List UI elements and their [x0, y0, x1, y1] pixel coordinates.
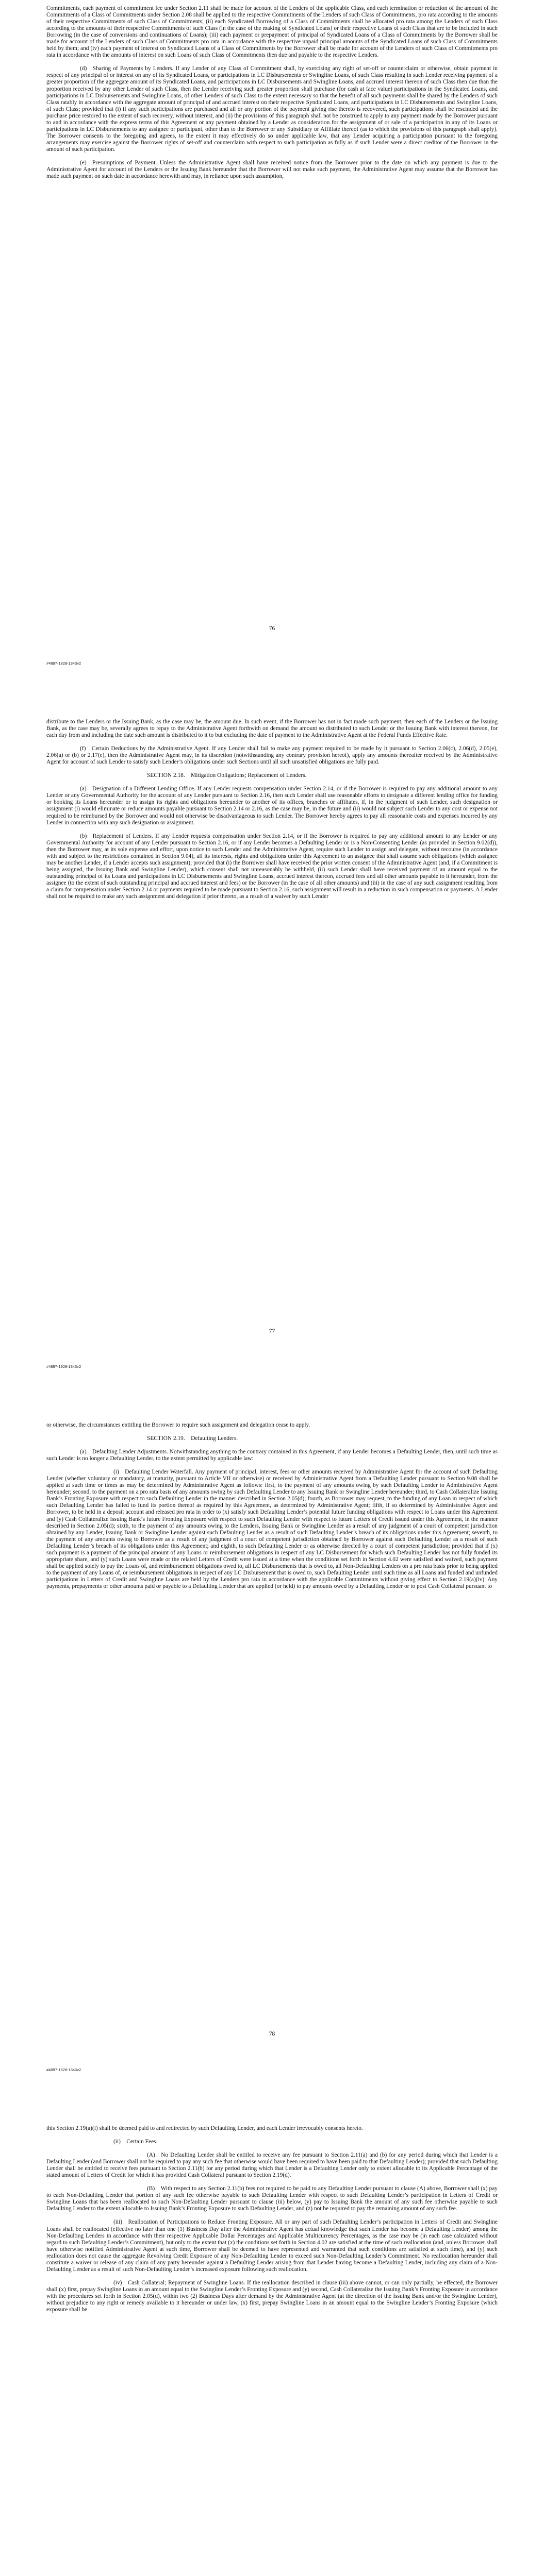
- paragraph-presumptions-of-payment: (e) Presumptions of Payment. Unless the Administrative Agent shall have received notice from the Borrower prior to the date on which any payment is due to the Administrative Agent for account of the Lenders or the Issuing Bank hereunder that the Borrower will not make such payment, the Administrative Agent may assume that the Borrower has made such payment on such date in accordance herewith and may, in reliance upon such assumption,: [46, 159, 498, 180]
- paragraph-certain-fees: (ii) Certain Fees.: [113, 2139, 158, 2145]
- paragraph-cash-collateral: (iv) Cash Collateral; Repayment of Swingline Loans. If the reallocation described in clause (iii) above cannot, or can only partially, be effected, the Borrower shall (x) first, prepay Swingline Loans in an amount equal to the Swingline Lender’s Fronting Exposure and (y) second, Cash Collateralize the Issuing Bank’s Fronting Exposure in accordance with the procedures set forth in Section 2.05(d), within two (2) Business Days after demand by the Administrative Agent (at the direction of the Issuing Bank and/or the Swingline Lender), without prejudice to any right or remedy available to it hereunder or under law, (x) first, prepay Swingline Loans in an amount equal to the Swingline Lender’s Fronting Exposure (which exposure shall be: [46, 2279, 498, 2313]
- document-id: #4897-1928-1343v2: [46, 1364, 81, 1369]
- section-heading-2-19: SECTION 2.19. Defaulting Lenders.: [147, 1435, 238, 1442]
- section-heading-2-18: SECTION 2.18. Mitigation Obligations; Replacement of Lenders.: [147, 772, 307, 779]
- document-id: #4897-1928-1343v2: [46, 2067, 81, 2072]
- paragraph: this Section 2.19(a)(i) shall be deemed paid to and redirected by such Defaulting Lender, and each Lender irrevocably consents hereto.: [46, 2125, 363, 2131]
- page-76: [0, 0, 544, 703]
- paragraph-defaulting-lender-adjustments: (a) Defaulting Lender Adjustments. Notwithstanding anything to the contrary contained in this Agreement, if any Lender becomes a Defaulting Lender, then, until such time as such Lender is no longer a Defaulting Lender, to the extent permitted by applicable law:: [46, 1449, 498, 1462]
- page-number: 78: [269, 2031, 275, 2037]
- paragraph-defaulting-lender-waterfall: (i) Defaulting Lender Waterfall. Any payment of principal, interest, fees or other amounts received by Administrative Agent for the account of such Defaulting Lender (whether voluntary or mandatory, at maturity, pursuant to Article VII or otherwise) or received by Administrative Agent from a Defaulting Lender pursuant to Section 9.08 shall be applied at such time or times as may be determined by Administrative Agent as follows: first, to the payment of any amounts owing by such Defaulting Lender to Administrative Agent hereunder; second, to the payment on a pro rata basis of any amounts owing by such Defaulting Lender to any Issuing Bank or Swingline Lender hereunder; third, to Cash Collateralize Issuing Bank’s Fronting Exposure with respect to such Defaulting Lender in the manner described in Section 2.05(d); fourth, as Borrower may request, to the funding of any Loan in respect of which such Defaulting Lender has failed to fund its portion thereof as required by this Agreement, as determined by Administrative Agent; fifth, if so determined by Administrative Agent and Borrower, to be held in a deposit account and released pro rata in order to (x) satisfy such Defaulting Lender’s potential future funding obligations with respect to Loans under this Agreement and (y) Cash Collateralize Issuing Bank’s future Fronting Exposure with respect to such Defaulting Lender with respect to future Letters of Credit issued under this Agreement, in the manner described in Section 2.05(d); sixth, to the payment of any amounts owing to the Lenders, Issuing Bank or Swingline Lender as a result of any judgment of a court of competent jurisdiction obtained by any Lender, Issuing Bank or Swingline Lender against such Defaulting Lender as a result of such Defaulting Lender’s breach of its obligations under this Agreement; seventh, to the payment of any amounts owing to Borrower as a result of any judgment of a court of competent jurisdiction obtained by Borrower against such Defaulting Lender as a result of such Defaulting Lender’s breach of its obligations under this Agreement; and eighth, to such Defaulting Lender or as otherwise directed by a court of competent jurisdiction; provided that if (x) such payment is a payment of the principal amount of any Loans or reimbursement obligations in respect of any LC Disbursement for which such Defaulting Lender has not fully funded its appropriate share, and (y) such Loans were made or the related Letters of Credit were issued at a time when the conditions set forth in Section 4.02 were satisfied and waived, such payment shall be applied solely to pay the Loans of, and reimbursement obligations owed to, all LC Disbursements that is owed to, all Non-Defaulting Lenders on a pro rata basis prior to being applied to the payment of any Loans of, or reimbursement obligations in respect of any LC Disbursement that is owed to, such Defaulting Lender until such time as all Loans and funded and unfunded participations in Letters of Credit and Swingline Loans are held by the Lenders pro rata in accordance with the applicable Commitments without giving effect to Section 2.19(a)(iv). Any payments, prepayments or other amounts paid or payable to a Defaulting Lender that are applied (or held) to pay amounts owed by a Defaulting Lender or to post Cash Collateral pursuant to: [46, 1469, 498, 1589]
- page-number: 77: [269, 1328, 275, 1334]
- paragraph-replacement-of-lenders: (b) Replacement of Lenders. If any Lender requests compensation under Section 2.14, or if the Borrower is required to pay any additional amount to any Lender or any Governmental Authority for account of any Lender pursuant to Section 2.16, or if any Lender becomes a Defaulting Lender or is a Non-Consenting Lender (as provided in Section 9.02(d)), then the Borrower may, at its sole expense and effort, upon notice to such Lender and the Administrative Agent, require such Lender to assign and delegate, without recourse (in accordance with and subject to the restrictions contained in Section 9.04), all its interests, rights and obligations under this Agreement to an assignee that shall assume such obligations (which assignee may be another Lender, if a Lender accepts such assignment); provided that (i) the Borrower shall have received the prior written consent of the Administrative Agent (and, if a Commitment is being assigned, the Issuing Bank and Swingline Lender), which consent shall not unreasonably be withheld, (ii) such Lender shall have received payment of an amount equal to the outstanding principal of its Loans and participations in LC Disbursements and Swingline Loans, accrued interest thereon, accrued fees and all other amounts payable to it hereunder, from the assignee (to the extent of such outstanding principal and accrued interest and fees) or the Borrower (in the case of all other amounts) and (iii) in the case of any such assignment resulting from a claim for compensation under Section 2.14 or payments required to be made pursuant to Section 2.16, such assignment will result in a reduction in such compensation or payments. A Lender shall not be required to make any such assignment and delegation if prior thereto, as a result of a waiver by such Lender: [46, 833, 498, 900]
- paragraph: Commitments, each payment of commitment fee under Section 2.11 shall be made for account of the Lenders of the applicable Class, and each termination or reduction of the amount of the Commitments of a Class of Commitments under Section 2.08 shall be applied to the respective Commitments of the Lenders of such Class of Commitments, pro rata according to the amounts of their respective Commitments of such Class of Commitments; (ii) each Syndicated Borrowing of a Class of Commitments shall be allocated pro rata among the Lenders of such Class according to the amounts of their respective Commitments of such Class (in the case of the making of Syndicated Loans) or their respective Loans of such Class that are to be included in such Borrowing (in the case of conversions and continuations of Loans); (iii) each payment or prepayment of principal of Syndicated Loans of a Class of Commitments by the Borrower shall be made for account of the Lenders of such Class of Commitments pro rata in accordance with the respective unpaid principal amounts of the Syndicated Loans of such Class of Commitments held by them; and (iv) each payment of interest on Syndicated Loans of a Class of Commitments by the Borrower shall be made for account of the Lenders of such Class of Commitments pro rata in accordance with the amounts of interest on such Loans of such Class of Commitments then due and payable to the respective Lenders.: [46, 5, 498, 59]
- page-number: 76: [269, 625, 275, 632]
- page-77: [0, 703, 544, 1406]
- paragraph: distribute to the Lenders or the Issuing Bank, as the case may be, the amount due. In such event, if the Borrower has not in fact made such payment, then each of the Lenders or the Issuing Bank, as the case may be, severally agrees to repay to the Administrative Agent forthwith on demand the amount so distributed to such Lender or the Issuing Bank with interest thereon, for each day from and including the date such amount is distributed to it to but excluding the date of payment to the Administrative Agent at the Federal Funds Effective Rate.: [46, 719, 498, 739]
- paragraph-reallocation: (iii) Reallocation of Participations to Reduce Fronting Exposure. All or any part of such Defaulting Lender’s participation in Letters of Credit and Swingline Loans shall be reallocated (effective no later than one (1) Business Day after the Administrative Agent has actual knowledge that such Lender has become a Defaulting Lender) among the Non-Defaulting Lenders in accordance with their respective Applicable Dollar Percentages and Applicable Multicurrency Percentages, as the case may be (in each case calculated without regard to such Defaulting Lender’s Commitment), but only to the extent that (x) the conditions set forth in Section 4.02 are satisfied at the time of such reallocation (and, unless Borrower shall have otherwise notified Administrative Agent at such time, Borrower shall be deemed to have represented and warranted that such conditions are satisfied at such time), and (y) such reallocation does not cause the aggregate Revolving Credit Exposure of any Non-Defaulting Lender to exceed such Non-Defaulting Lender’s Commitment. No reallocation hereunder shall constitute a waiver or release of any claim of any party hereunder against a Defaulting Lender arising from that Lender having become a Defaulting Lender, including any claim of a Non-Defaulting Lender as a result of such Non-Defaulting Lender’s increased exposure following such reallocation.: [46, 2219, 498, 2273]
- paragraph-fees-a: (A) No Defaulting Lender shall be entitled to receive any fee pursuant to Section 2.11(a) and (b) for any period during which that Lender is a Defaulting Lender (and Borrower shall not be required to pay any such fee that otherwise would have been required to have been paid to that Defaulting Lender); provided that such Defaulting Lender shall be entitled to receive fees pursuant to Section 2.11(b) for any period during which that Lender is a Defaulting Lender only to extent allocable to its Applicable Percentage of the stated amount of Letters of Credit for which it has provided Cash Collateral pursuant to Section 2.19(d).: [46, 2152, 498, 2179]
- page-78: [0, 1406, 544, 2110]
- page-body: [46, 5, 498, 187]
- page-body: [46, 719, 498, 907]
- paragraph-sharing-of-payments: (d) Sharing of Payments by Lenders. If any Lender of any Class of Commitment shall, by exercising any right of set-off or counterclaim or otherwise, obtain payment in respect of any principal of or interest on any of its Syndicated Loans, or participations in LC Disbursements or Swingline Loans, of such Class resulting in such Lender receiving payment of a greater proportion of the aggregate amount of its Syndicated Loans, and participations in LC Disbursements and Swingline Loans, and accrued interest thereon of such Class then due than the proportion received by any other Lender of such Class, then the Lender receiving such greater proportion shall purchase (for cash at face value) participations in the Syndicated Loans, and participations in LC Disbursements and Swingline Loans, of other Lenders of such Class to the extent necessary so that the benefit of all such payments shall be shared by the Lenders of such Class ratably in accordance with the aggregate amount of principal of and accrued interest on their respective Syndicated Loans, and participations in LC Disbursements and Swingline Loans, of such Class; provided that (i) if any such participations are purchased and all or any portion of the payment giving rise thereto is recovered, such participations shall be rescinded and the purchase price restored to the extent of such recovery, without interest, and (ii) the provisions of this paragraph shall not be construed to apply to any payment made by the Borrower pursuant to and in accordance with the express terms of this Agreement or any payment obtained by a Lender as consideration for the assignment of or sale of a participation in any of its Loans or participations in LC Disbursements to any assignee or participant, other than to the Borrower or any Subsidiary or Affiliate thereof (as to which the provisions of this paragraph shall apply). The Borrower consents to the foregoing and agrees, to the extent it may effectively do so under applicable law, that any Lender acquiring a participation pursuant to the foregoing arrangements may exercise against the Borrower rights of set-off and counterclaim with respect to such participation as fully as if such Lender were a direct creditor of the Borrower in the amount of such participation.: [46, 65, 498, 152]
- document-id: #4897-1928-1343v2: [46, 661, 81, 666]
- page-body: [46, 2125, 498, 2320]
- page-body: [46, 1422, 498, 1597]
- paragraph: or otherwise, the circumstances entitling the Borrower to require such assignment and delegation cease to apply.: [46, 1422, 310, 1428]
- paragraph-designation-lending-office: (a) Designation of a Different Lending Office. If any Lender requests compensation under Section 2.14, or if the Borrower is required to pay any additional amount to any Lender or any Governmental Authority for the account of any Lender pursuant to Section 2.16, then such Lender shall use reasonable efforts to designate a different lending office for funding or booking its Loans hereunder or to assign its rights and obligations hereunder to another of its offices, branches or affiliates, if, in the judgment of such Lender, such designation or assignment (i) would eliminate or reduce amounts payable pursuant to Section 2.14 or 2.16, as the case may be, in the future and (ii) would not subject such Lender to any cost or expense not required to be reimbursed by the Borrower and would not otherwise be disadvantageous to such Lender. The Borrower hereby agrees to pay all reasonable costs and expenses incurred by any Lender in connection with any such designation or assignment.: [46, 786, 498, 826]
- paragraph-fees-b: (B) With respect to any Section 2.11(b) fees not required to be paid to any Defaulting Lender pursuant to clause (A) above, Borrower shall (x) pay to each Non-Defaulting Lender that portion of any such fee otherwise payable to such Defaulting Lender with respect to such Defaulting Lender’s participation in Letters of Credit or Swingline Loans that has been reallocated to such Non-Defaulting Lender pursuant to clause (iii) below, (y) pay to Issuing Bank the amount of any such fee otherwise payable to such Defaulting Lender to the extent allocable to Issuing Bank’s Fronting Exposure to such Defaulting Lender, and (z) not be required to pay the remaining amount of any such fee.: [46, 2185, 498, 2212]
- page-79: [0, 2110, 544, 2576]
- paragraph-certain-deductions: (f) Certain Deductions by the Administrative Agent. If any Lender shall fail to make any payment required to be made by it pursuant to Section 2.06(c), 2.06(d), 2.05(e), 2.06(a) or (b) or 2.17(e), then the Administrative Agent may, in its discretion (notwithstanding any contrary provision hereof), apply any amounts thereafter received by the Administrative Agent for account of such Lender to satisfy such Lender’s obligations under such Sections until all such unsatisfied obligations are fully paid.: [46, 745, 498, 766]
